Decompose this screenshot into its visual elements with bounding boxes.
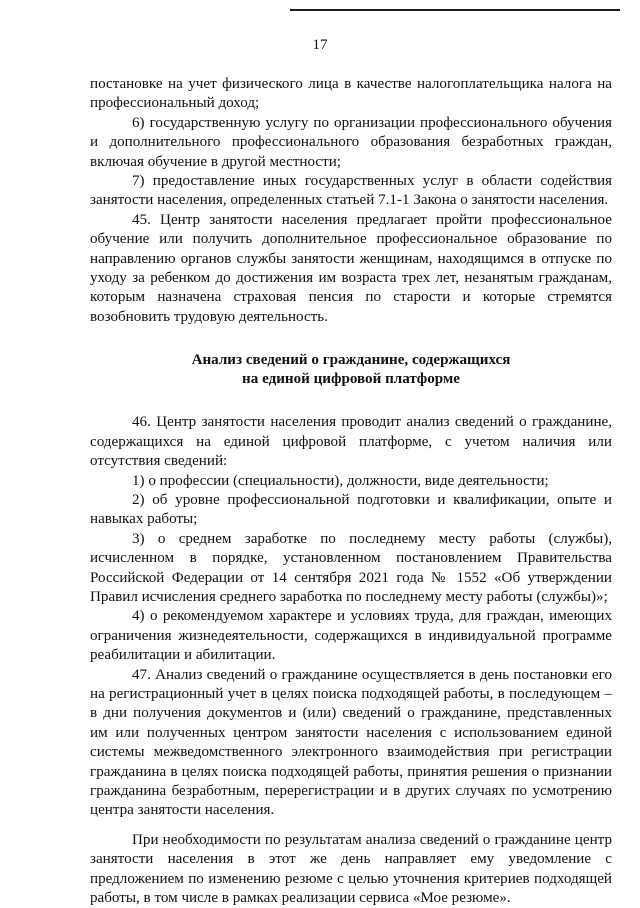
section-heading-line-1: Анализ сведений о гражданине, содержащихся (191, 352, 511, 369)
paragraph-gap (90, 821, 612, 831)
paragraph-notification: При необходимости по результатам анализа сведений о гражданине центр занятости населения в этот же день направляет ему уведомление с предложением по изменению резюме с целью уточнения критериев подходящей работы, в том числе в рамках реализации сервиса «Мое резюме». (90, 831, 612, 907)
section-heading-line-2: на единой цифровой платформе (242, 371, 460, 388)
paragraph-46-item-2: 2) об уровне профессиональной подготовки и квалификации, опыте и навыках работы; (90, 491, 612, 528)
paragraph-47: 47. Анализ сведений о гражданине осуществляется в день постановки его на регистрационный учет в целях поиска подходящей работы, в последующем – в дни получения документов и (или) сведений о гражданине, представленных им или полученных центром занятости населения с использованием единой системы межведомственного электронного взаимодействия при регистрации гражданина в целях поиска подходящей работы, принятия решения о признании гражданина безработным, перерегистрации и в других случаях по усмотрению центра занятости населения. (90, 666, 612, 819)
paragraph-45: 45. Центр занятости населения предлагает пройти профессиональное обучение или получить дополнительное профессиональное образование по направлению органов службы занятости женщинам, находящимся в отпуске по уходу за ребенком до достижения им возраста трех лет, незанятым гражданам, которым назначена страховая пенсия по старости и которые стремятся возобновить трудовую деятельность. (90, 211, 612, 325)
section-heading (90, 351, 612, 389)
paragraph-46-item-1: 1) о профессии (специальности), должности, виде деятельности; (132, 472, 549, 489)
paragraph-continuation: постановке на учет физического лица в качестве налогоплательщика налога на профессиональный доход; (90, 76, 612, 112)
paragraph-46-item-4: 4) о рекомендуемом характере и условиях труда, для граждан, имеющих ограничения жизнедеятельности, содержащихся в индивидуальной программе реабилитации и абилитации. (90, 608, 612, 664)
paragraph-item-7: 7) предоставление иных государственных услуг в области содействия занятости населения, определенных статьей 7.1-1 Закона о занятости населения. (90, 173, 612, 209)
document-body (90, 75, 612, 908)
paragraph-46-item-3: 3) о среднем заработке по последнему месту работы (службы), исчисленном в порядке, установленном постановлением Правительства Российской Федерации от 14 сентября 2021 года № 1552 «Об утверждении Правил исчисления среднего заработка по последнему месту работы (службы)»; (90, 530, 612, 605)
paragraph-46: 46. Центр занятости населения проводит анализ сведений о гражданине, содержащихся на единой цифровой платформе, с учетом наличия или отсутствия сведений: (90, 414, 612, 470)
top-rule (290, 9, 620, 11)
page-number: 17 (312, 37, 328, 53)
paragraph-item-6: 6) государственную услугу по организации профессионального обучения и дополнительного профессионального образования безработных граждан, включая обучение в другой местности; (90, 114, 612, 170)
